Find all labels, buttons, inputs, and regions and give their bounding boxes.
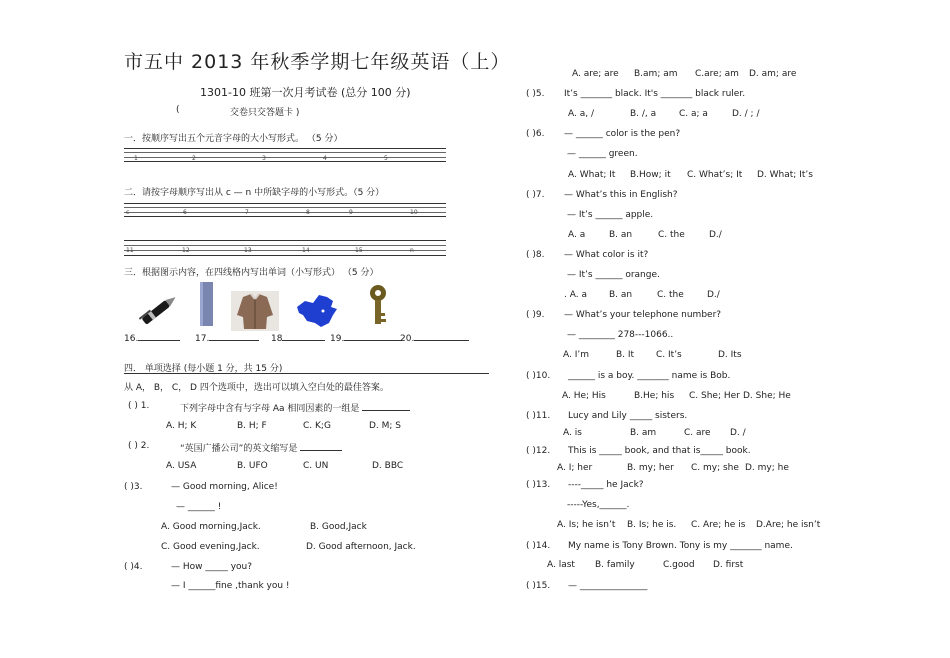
note-open: ( [176,105,180,115]
blank-number: 4 [323,155,327,162]
option: C. the [657,290,684,300]
option: A. H; K [166,421,197,431]
writing-line [124,240,446,241]
option: A. What; It [568,170,616,180]
writing-line [124,161,446,162]
answer-line[interactable] [344,340,402,341]
question-prefix: ( )15. [526,581,551,591]
answer-blank-18 [271,334,325,344]
option: D. Its [718,350,742,360]
option: C.good [663,560,695,570]
answer-line[interactable] [300,450,342,451]
question-prefix: ( )6. [526,129,545,139]
option: C.are; am [695,69,739,79]
answer-blank-17 [195,334,259,344]
option: D. What; It’s [757,170,813,180]
option: D. / ; / [732,109,760,119]
question-text: — What’s this in English? [564,190,678,200]
writing-line [124,250,446,251]
writing-line [124,255,446,256]
blank-label: 18 [271,334,283,344]
option: B. H; F [237,421,267,431]
question-line2: — ______ ! [176,502,222,512]
answer-blank-16 [124,334,180,344]
option: D./ [709,230,722,240]
section2-heading: 二．请按字母顺序写出从 c — n 中所缺字母的小写形式。（5 分） [124,188,385,198]
option: D. BBC [372,461,404,471]
question-stem: “英国广播公司”的英文缩写是 [180,444,298,454]
blank-number: 8 [306,209,310,216]
answer-blank-20 [400,334,469,344]
writing-line [124,148,446,149]
question-text: ______ is a boy. _______ name is Bob. [568,371,731,381]
option: B. am [630,428,657,438]
question-prefix: ( ) 1. [128,401,150,411]
option: B.How; it [630,170,671,180]
question-text [180,441,342,454]
blank-label: 19. [330,334,345,344]
option: C. Are; he is [691,520,746,530]
writing-line [124,245,446,246]
option: D. M; S [369,421,402,431]
question-text: — What color is it? [564,250,649,260]
option: B. an [609,290,633,300]
question-stem: 下列字母中含有与字母 Aa 相同因素的一组是 [180,404,360,414]
blank-number: 11 [126,247,134,254]
option: C. K;G [303,421,331,431]
blank-number: 6 [183,209,187,216]
writing-line [124,216,446,217]
option: . A. a [564,290,587,300]
option: B. an [609,230,633,240]
section4-instruction: 从 A， B， C， D 四个选项中，选出可以填入空白处的最佳答案。 [124,383,389,393]
option: B. my; her [627,463,674,473]
question-line2: — I ______fine ,thank you ! [171,581,290,591]
answer-line[interactable] [209,340,259,341]
blank-number: 2 [192,155,196,162]
jacket-icon [231,291,279,331]
question-prefix: ( )8. [526,250,545,260]
question-text: My name is Tony Brown. Tony is my _______ name. [568,541,793,551]
option: C. a; a [679,109,708,119]
option: C. What’s; It [687,170,743,180]
exam-title: 市五中 2013 年秋季学期七年级英语（上） [124,51,511,73]
exam-subtitle: 1301-10 班第一次月考试卷 (总分 100 分) [200,86,411,99]
option: A. is [563,428,582,438]
writing-line [124,212,446,213]
writing-line [124,157,446,158]
question-text: It’s _______ black. It's _______ black ruler. [564,89,746,99]
end-letter: n [410,247,414,254]
option: D. Good afternoon, Jack. [306,542,416,552]
section1-heading: 一．按顺序写出五个元音字母的大小写形式。 （5 分） [124,134,343,144]
question-prefix: ( )11. [526,411,551,421]
key-icon [364,283,392,329]
option: C. UN [303,461,329,471]
option: A. Good morning,Jack. [161,522,261,532]
question-prefix: ( ) 2. [128,441,150,451]
blank-number: 5 [384,155,388,162]
question-line2: — It’s ______ apple. [567,210,654,220]
blank-number: 13 [244,247,252,254]
exam-note: 交卷只交答题卡 ) [230,108,300,118]
option: C. are [684,428,711,438]
option: C. It’s [656,350,682,360]
section4-heading: 四． 单项选择 (每小题 1 分，共 15 分) [124,364,283,374]
option: C. the [658,230,685,240]
option: D.Are; he isn’t [756,520,821,530]
question-text: ----_____ he Jack? [568,480,644,490]
writing-line [124,203,446,204]
answer-line[interactable] [138,340,180,341]
blank-number: 14 [302,247,310,254]
question-text: — ______ color is the pen? [564,129,681,139]
option: B. Good,Jack [310,522,367,532]
option: C. Good evening,Jack. [161,542,260,552]
question-text: — How _____ you? [171,562,253,572]
option: D. She; He [743,391,791,401]
answer-line[interactable] [362,410,410,411]
option: D./ [707,290,720,300]
question-line2: — ________ 278---1066.. [567,330,674,340]
option: B. Is; he is. [627,520,677,530]
blank-number: 7 [245,209,249,216]
option: B. UFO [237,461,268,471]
option: A. He; His [562,391,606,401]
question-prefix: ( )12. [526,446,551,456]
option: D. my; he [745,463,789,473]
option: B. It [616,350,635,360]
question-text: — What’s your telephone number? [564,310,722,320]
question-prefix: ( )3. [124,482,143,492]
question-text [180,401,410,414]
blank-number: 3 [262,155,266,162]
option: B.am; am [634,69,678,79]
question-text: This is _____ book, and that is_____ book. [568,446,751,456]
option: C. She; Her [689,391,740,401]
option: A. are; are [572,69,619,79]
question-line2: — ______ green. [567,149,638,159]
option: A. Is; he isn’t [557,520,616,530]
option: D. am; are [749,69,797,79]
blank-number: 15 [355,247,363,254]
option: A. a, / [568,109,594,119]
writing-line [124,207,446,208]
blank-number: 9 [349,209,353,216]
option: A. last [547,560,575,570]
blank-number: 12 [182,247,190,254]
ruler-icon [197,280,217,328]
pen-icon [136,290,182,330]
option: D. / [730,428,746,438]
option: D. first [713,560,744,570]
blank-number: 10 [410,209,418,216]
writing-line [124,152,446,153]
question-prefix: ( )9. [526,310,545,320]
question-prefix: ( )4. [124,562,143,572]
question-prefix: ( )13. [526,480,551,490]
option: A. USA [166,461,197,471]
option: B.He; his [634,391,675,401]
answer-blank-19 [330,334,402,344]
option: A. I’m [563,350,590,360]
question-line2: -----Yes,______. [567,500,630,510]
section-divider [124,373,489,374]
question-prefix: ( )10. [526,371,551,381]
question-text: Lucy and Lily _____ sisters. [568,411,688,421]
question-text: — _______________ [568,581,648,591]
option: C. my; she [691,463,739,473]
option: A. I; her [557,463,593,473]
question-text: — Good morning, Alice! [171,482,278,492]
option: B. family [595,560,635,570]
question-prefix: ( )14. [526,541,551,551]
question-line2: — It’s ______ orange. [567,270,660,280]
question-prefix: ( )7. [526,190,545,200]
start-letter: c [126,209,130,216]
answer-line[interactable] [414,340,469,341]
answer-line[interactable] [282,340,325,341]
china-map-icon [293,291,341,331]
option: B. /, a [630,109,657,119]
section3-heading: 三．根据图示内容，在四线格内写出单词（小写形式） （5 分） [124,268,379,278]
blank-label: 17. [195,334,210,344]
blank-label: 20. [400,334,415,344]
blank-label: 16. [124,334,139,344]
blank-number: 1 [134,155,138,162]
question-prefix: ( )5. [526,89,545,99]
option: A. a [568,230,586,240]
